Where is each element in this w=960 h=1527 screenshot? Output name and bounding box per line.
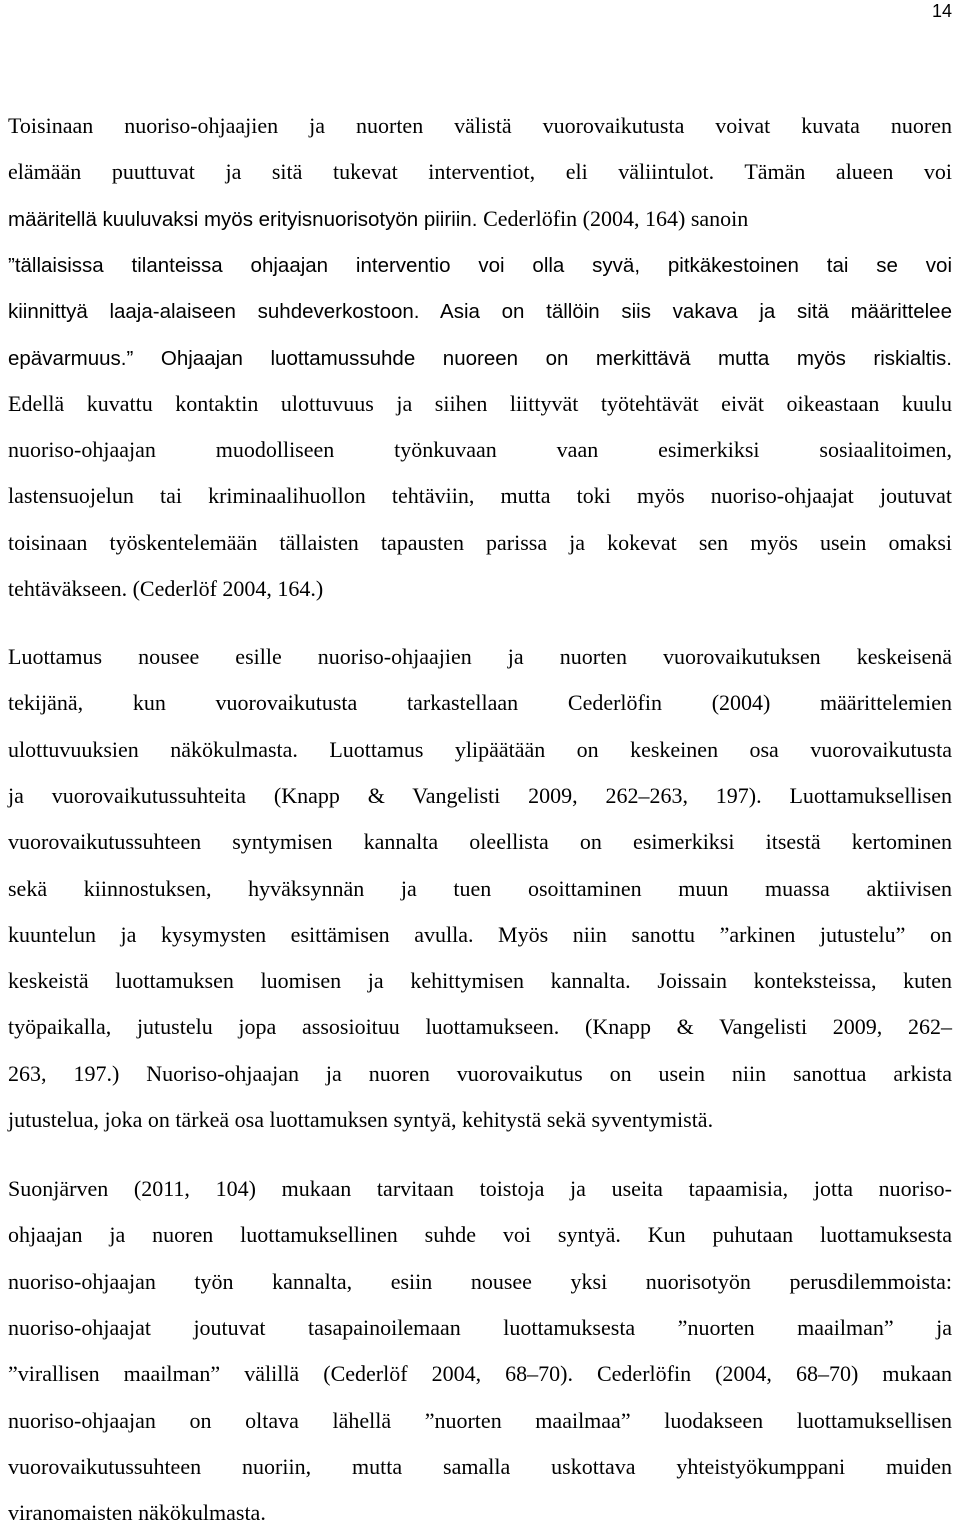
- text-line: [8, 1013, 952, 1041]
- text-segment: jutustelua, joka on tärkeä osa luottamuksen syntyä, kehitystä sekä syventymistä.: [8, 1107, 714, 1132]
- text-segment: ohjaajan ja nuoren luottamuksellinen suhde voi syntyä. Kun puhutaan luottamuksesta: [8, 1222, 952, 1248]
- text-segment: toisinaan työskentelemään tällaisten tapausten parissa ja kokevat sen myös usein omaksi: [8, 529, 952, 555]
- text-segment: elämään puuttuvat ja sitä tukevat interventiot, eli väliintulot. Tämän alueen voi: [8, 159, 952, 185]
- text-segment: Edellä kuvattu kontaktin ulottuvuus ja siihen liittyvät työtehtävät eivät oikeastaan kuulu: [8, 390, 952, 416]
- text-segment: ”tällaisissa tilanteissa ohjaajan interventio voi olla syvä, pitkäkestoinen tai se voi: [8, 253, 952, 277]
- text-segment: työpaikalla, jutustelu jopa assosioituu luottamukseen. (Knapp & Vangelisti 2009, 262–: [8, 1014, 952, 1040]
- text-line: [8, 390, 952, 418]
- text-segment: nuoriso-ohjaajan työn kannalta, esiin nousee yksi nuorisotyön perusdilemmoista:: [8, 1268, 952, 1294]
- text-segment: ulottuvuuksien näkökulmasta. Luottamus ylipäätään on keskeinen osa vuorovaikutusta: [8, 736, 952, 762]
- text-segment: kuuntelun ja kysymysten esittämisen avulla. Myös niin sanottu ”arkinen jutustelu” on: [8, 921, 952, 947]
- text-segment: epävarmuus.”: [8, 346, 161, 370]
- text-line: [8, 828, 952, 856]
- text-segment: sekä kiinnostuksen, hyväksynnän ja tuen osoittaminen muun muassa aktiivisen: [8, 875, 952, 901]
- text-segment: Suonjärven (2011, 104) mukaan tarvitaan toistoja ja useita tapaamisia, jotta nuoriso-: [8, 1176, 952, 1201]
- text-line: [8, 344, 952, 373]
- text-line: [8, 689, 952, 717]
- page-number: 14: [931, 1, 952, 21]
- text-line: [8, 575, 323, 603]
- text-segment: 263, 197.) Nuoriso-ohjaajan ja nuoren vuorovaikutus on usein niin sanottua arkista: [8, 1060, 952, 1086]
- text-line: [8, 158, 952, 186]
- text-segment: lastensuojelun tai kriminaalihuollon tehtäviin, mutta toki myös nuoriso-ohjaajat joutuvat: [8, 483, 952, 509]
- text-line: [8, 1407, 952, 1435]
- text-line: [8, 1106, 713, 1134]
- text-line: [8, 1268, 952, 1296]
- text-segment: vuorovaikutussuhteen syntymisen kannalta oleellista on esimerkiksi itsestä kertominen: [8, 829, 952, 855]
- text-line: [8, 297, 952, 326]
- text-line: [8, 782, 952, 810]
- text-segment: Toisinaan nuoriso-ohjaajien ja nuorten välistä vuorovaikutusta voivat kuvata nuoren: [8, 113, 952, 138]
- text-segment: nuoriso-ohjaajat joutuvat tasapainoilemaan luottamuksesta ”nuorten maailman” ja: [8, 1314, 952, 1340]
- text-segment: nuoriso-ohjaajan on oltava lähellä ”nuorten maailmaa” luodakseen luottamuksellisen: [8, 1407, 952, 1433]
- text-line: [8, 112, 952, 140]
- text-line: [8, 529, 952, 557]
- text-line: [8, 1360, 952, 1388]
- text-line: [8, 736, 952, 764]
- text-segment: Luottamus nousee esille nuoriso-ohjaajien ja nuorten vuorovaikutuksen keskeisenä: [8, 644, 952, 669]
- text-line: [8, 921, 952, 949]
- text-segment: tehtäväkseen. (Cederlöf 2004, 164.): [8, 576, 324, 601]
- text-line: [8, 875, 952, 903]
- text-line: [8, 643, 952, 671]
- text-segment: kiinnittyä laaja-alaiseen suhdeverkostoon. Asia on tällöin siis vakava ja sitä määrittelee: [8, 300, 952, 324]
- text-line: [8, 205, 748, 234]
- text-line: [8, 436, 952, 464]
- text-segment: vuorovaikutussuhteen nuoriin, mutta samalla uskottava yhteistyökumppani muiden: [8, 1453, 952, 1479]
- text-segment: Ohjaajan luottamussuhde nuoreen on merkittävä mutta myös riskialtis.: [160, 346, 952, 370]
- text-segment: Cederlöfin (2004, 164) sanoin: [483, 205, 749, 231]
- text-line: [8, 251, 952, 280]
- text-segment: keskeistä luottamuksen luomisen ja kehittymisen kannalta. Joissain konteksteissa, kuten: [8, 968, 952, 994]
- text-line: [8, 482, 952, 510]
- text-segment: ja vuorovaikutussuhteita (Knapp & Vangelisti 2009, 262–263, 197). Luottamuksellisen: [8, 782, 952, 808]
- text-segment: viranomaisten näkökulmasta.: [8, 1500, 266, 1526]
- text-line: [8, 1314, 952, 1342]
- text-line: [8, 967, 952, 995]
- text-line: [8, 1175, 952, 1203]
- text-segment: ”virallisen maailman” välillä (Cederlöf 2004, 68–70). Cederlöfin (2004, 68–70) mukaan: [8, 1361, 952, 1387]
- text-line: [8, 1499, 266, 1527]
- text-line: [8, 1060, 952, 1088]
- text-line: [8, 1221, 952, 1249]
- text-segment: tekijänä, kun vuorovaikutusta tarkastellaan Cederlöfin (2004) määrittelemien: [8, 690, 952, 716]
- text-segment: nuoriso-ohjaajan muodolliseen työnkuvaan vaan esimerkiksi sosiaalitoimen,: [8, 437, 952, 463]
- text-line: [8, 1453, 952, 1481]
- text-segment: määritellä kuuluvaksi myös erityisnuorisotyön piiriin.: [8, 207, 484, 231]
